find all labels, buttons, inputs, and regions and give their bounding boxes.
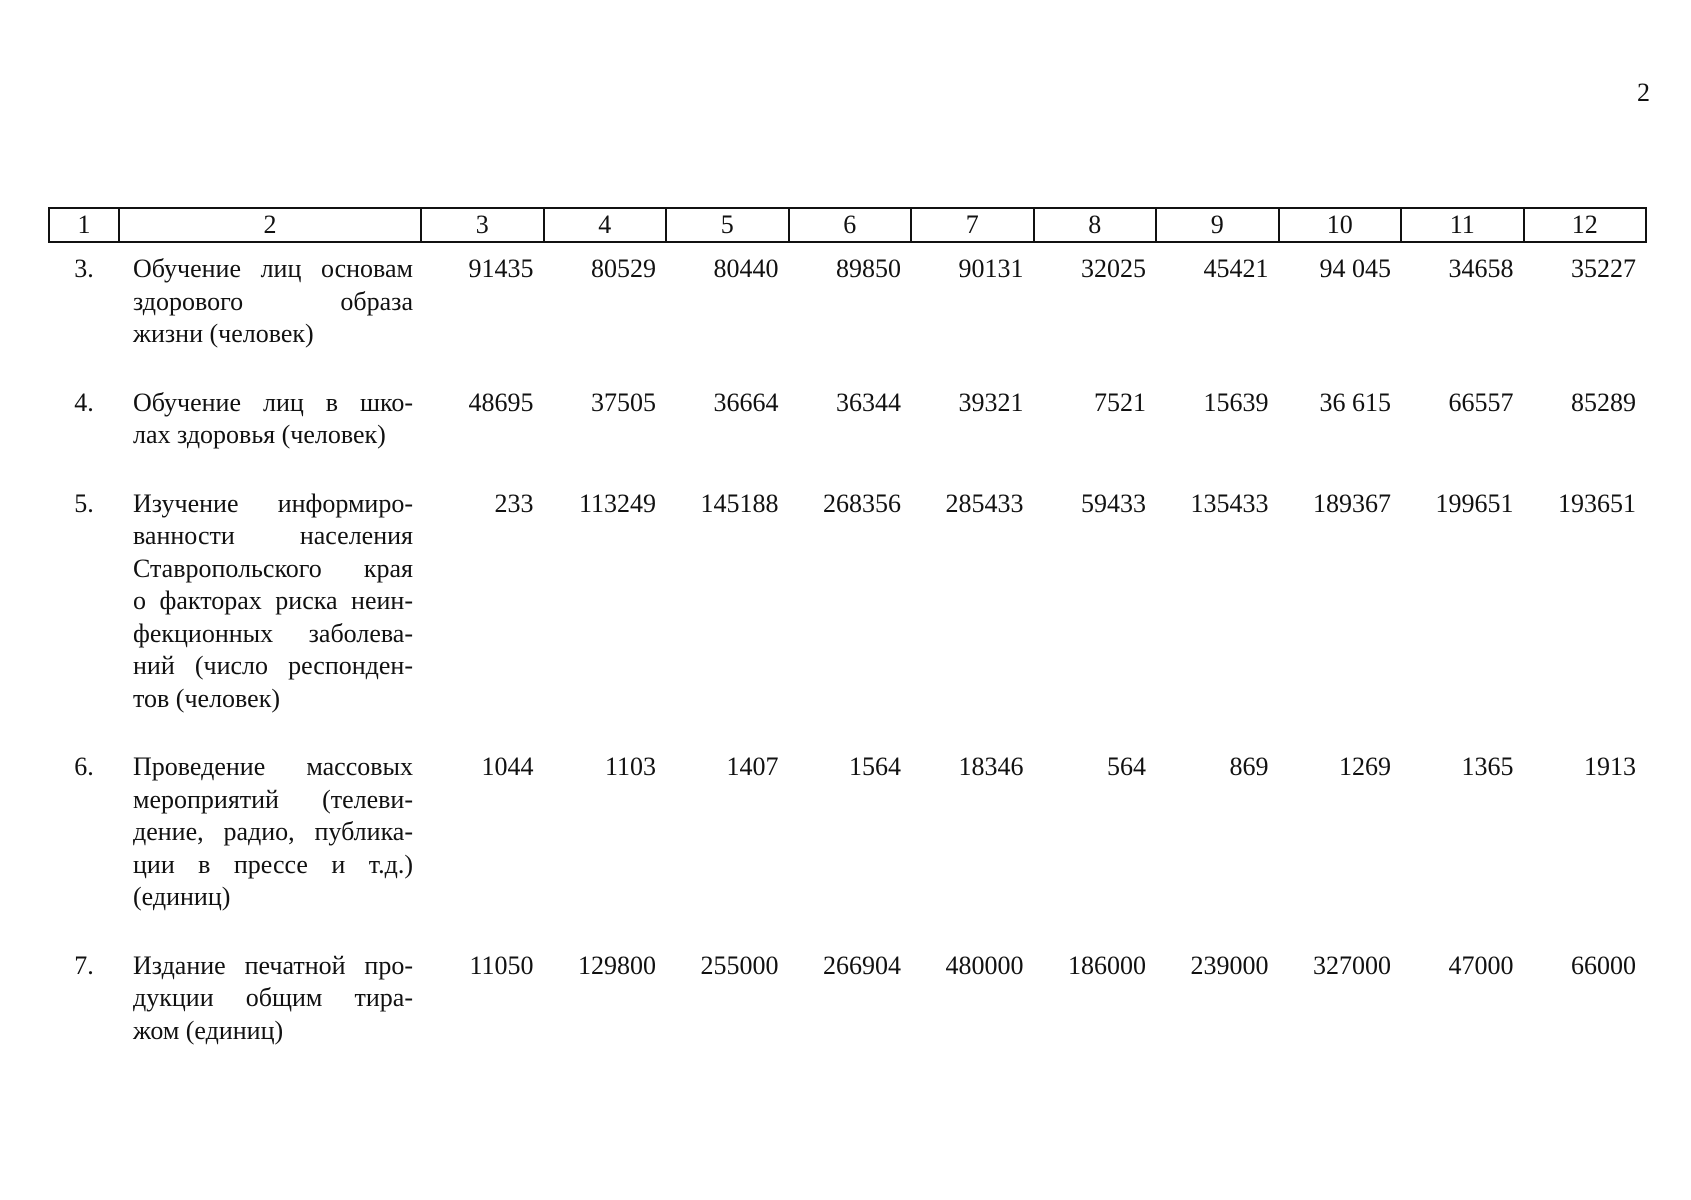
description-line: Изучение информиро-: [133, 488, 413, 518]
row-number: 4.: [74, 387, 94, 417]
value-cell: 48695: [468, 387, 534, 417]
value-cell: 239000: [1190, 950, 1269, 980]
value-cell: 47000: [1448, 950, 1514, 980]
description-line: фекционных заболева-: [133, 618, 413, 648]
value-cell: 7521: [1094, 387, 1146, 417]
row-number: 3.: [74, 254, 94, 283]
value-cell: 1407: [726, 752, 779, 781]
header-cell: 10: [1279, 208, 1402, 242]
value-cell: 45421: [1203, 254, 1269, 283]
header-cell: 6: [789, 208, 912, 242]
value-cell: 199651: [1435, 488, 1514, 518]
table-row: [49, 940, 1646, 1074]
value-cell: 36344: [836, 387, 901, 417]
row-description: [119, 242, 421, 377]
value-cell: 1044: [481, 752, 534, 781]
table-row: [49, 741, 1646, 940]
value-cell: 94 045: [1319, 254, 1391, 283]
value-cell: 32025: [1081, 254, 1146, 283]
description-line: здорового образа: [133, 286, 413, 316]
description-line: мероприятий (телеви-: [133, 784, 413, 814]
indicators-table: [48, 207, 1647, 1073]
value-cell: 37505: [591, 387, 656, 417]
header-cell: 1: [49, 208, 119, 242]
page-number: 2: [1637, 78, 1650, 107]
description-line: тов (человек): [133, 683, 280, 713]
description-line: ции в прессе и т.д.): [133, 849, 413, 879]
value-cell: 59433: [1081, 488, 1146, 518]
description-line: ванности населения: [133, 521, 413, 550]
description-line: дукции общим тира-: [133, 983, 413, 1012]
value-cell: 80440: [713, 254, 779, 283]
description-line: жом (единиц): [133, 1015, 284, 1045]
value-cell: 135433: [1190, 488, 1269, 518]
description-line: Проведение массовых: [133, 752, 413, 781]
value-cell: 39321: [958, 387, 1024, 417]
value-cell: 186000: [1068, 950, 1146, 980]
description-line: Обучение лиц основам: [133, 254, 413, 283]
row-description: [119, 478, 421, 742]
value-cell: 66000: [1571, 950, 1636, 980]
value-cell: 255000: [700, 950, 779, 980]
value-cell: 91435: [468, 254, 534, 283]
table-row: [49, 377, 1646, 478]
header-cell: 9: [1156, 208, 1279, 242]
description-line: о факторах риска неин-: [133, 586, 413, 615]
row-description: [119, 741, 421, 940]
table-header: [49, 208, 1646, 242]
indicators-table-container: [48, 207, 1645, 1073]
value-cell: 1913: [1584, 752, 1636, 781]
value-cell: 36664: [713, 387, 779, 417]
header-cell: 12: [1524, 208, 1647, 242]
value-cell: 285433: [945, 488, 1024, 518]
header-cell: 4: [544, 208, 667, 242]
description-line: (единиц): [133, 882, 231, 911]
row-number: 7.: [74, 950, 94, 980]
value-cell: 1103: [604, 752, 656, 781]
header-cell: 7: [911, 208, 1034, 242]
value-cell: 233: [494, 488, 534, 518]
description-line: Ставропольского края: [133, 553, 413, 583]
value-cell: 189367: [1313, 488, 1391, 518]
description-line: ний (число респонден-: [133, 651, 413, 680]
description-line: жизни (человек): [133, 319, 314, 348]
value-cell: 327000: [1313, 950, 1391, 980]
value-cell: 36 615: [1319, 387, 1391, 417]
value-cell: 564: [1107, 752, 1146, 781]
row-number: 6.: [74, 752, 94, 781]
value-cell: 113249: [578, 488, 656, 518]
table-body: [49, 242, 1646, 1073]
value-cell: 480000: [945, 950, 1024, 980]
value-cell: 34658: [1448, 254, 1514, 283]
value-cell: 35227: [1571, 254, 1636, 283]
row-number: 5.: [74, 488, 94, 518]
header-cell: 2: [119, 208, 421, 242]
value-cell: 268356: [823, 488, 901, 518]
value-cell: 15639: [1203, 387, 1269, 417]
value-cell: 145188: [700, 488, 779, 518]
header-cell: 8: [1034, 208, 1157, 242]
header-cell: 5: [666, 208, 789, 242]
value-cell: 85289: [1571, 387, 1636, 417]
value-cell: 1564: [849, 752, 901, 781]
value-cell: 90131: [958, 254, 1024, 283]
value-cell: 1269: [1339, 752, 1391, 781]
value-cell: 80529: [591, 254, 656, 283]
value-cell: 193651: [1558, 488, 1636, 518]
description-line: лах здоровья (человек): [133, 420, 386, 449]
value-cell: 89850: [836, 254, 901, 283]
value-cell: 18346: [958, 752, 1024, 781]
table-row: [49, 478, 1646, 742]
value-cell: 66557: [1448, 387, 1514, 417]
row-description: [119, 377, 421, 478]
value-cell: 11050: [469, 950, 534, 980]
value-cell: 266904: [823, 950, 901, 980]
header-cell: 11: [1401, 208, 1524, 242]
value-cell: 869: [1229, 752, 1269, 781]
description-line: дение, радио, публика-: [133, 817, 413, 846]
header-row: [49, 208, 1646, 242]
table-row: [49, 242, 1646, 377]
description-line: Обучение лиц в шко-: [133, 387, 413, 417]
value-cell: 1365: [1461, 752, 1514, 781]
header-cell: 3: [421, 208, 544, 242]
row-description: [119, 940, 421, 1074]
description-line: Издание печатной про-: [133, 950, 413, 980]
value-cell: 129800: [578, 950, 656, 980]
